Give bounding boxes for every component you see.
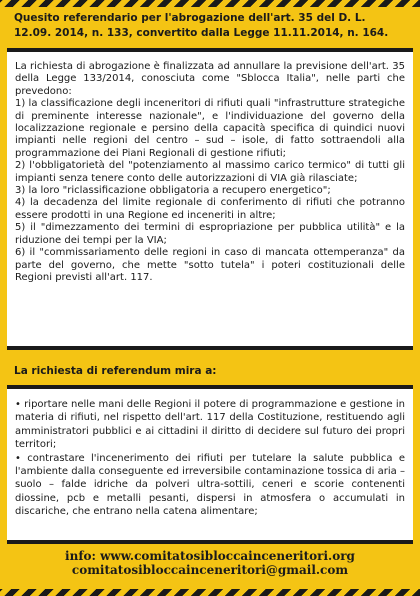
point-5: 5) il "dimezzamento dei termini di espropriazione per pubblica utilità" e la riduzione dei tempi per la VIA; xyxy=(15,222,405,246)
point-6: 6) il "commissariamento delle regioni in caso di mancata ottemperanza" da parte del governo, che mette "sotto tutela" i poteri costituzionali delle Regioni previsti all'art. 117. xyxy=(15,247,405,283)
main-text-box xyxy=(7,48,413,350)
referendum-item-2: • contrastare l'incenerimento dei rifiuti per tutelare la salute pubblica e l'ambiente dalla conseguente ed irreversibile contaminazione tossica di aria – suolo – falde idriche da polveri ultra-sottili, ceneri e scorie contenenti diossine, pcb e metalli pesanti, dispersi in atmosfera o accumulati in discariche, che entrano nella catena alimentare; xyxy=(15,452,405,518)
intro-paragraph: La richiesta di abrogazione è finalizzata ad annullare la previsione dell'art. 35 della Legge 133/2014, conosciuta come "Sblocca Italia", nelle parti che prevedono: xyxy=(15,61,405,97)
hazard-stripes-top xyxy=(0,0,420,7)
point-2: 2) l'obbligatorietà del "potenziamento al massimo carico termico" di tutti gli impianti senza tenere conto delle autorizzazioni di VIA già rilasciate; xyxy=(15,160,405,184)
footer-email[interactable]: comitatosibloccainceneritori@gmail.com xyxy=(71,563,349,577)
page-title: Quesito referendario per l'abrogazione dell'art. 35 del D. L. 12.09. 2014, n. 133, convertito dalla Legge 11.11.2014, n. 164. xyxy=(14,12,389,39)
hazard-stripes-bottom xyxy=(0,589,420,596)
referendum-text-box xyxy=(7,385,413,544)
referendum-heading: La richiesta di referendum mira a: xyxy=(14,365,217,377)
footer-website[interactable]: info: www.comitatosibloccainceneritori.org xyxy=(65,549,355,563)
point-3: 3) la loro "riclassificazione obbligatoria a recupero energetico"; xyxy=(15,185,331,197)
point-1: 1) la classificazione degli inceneritori di rifiuti quali "infrastrutture strategiche di preminente interesse nazionale", e l'individuazione del governo della localizzazione regionale e persino della capacità specifica di quindici nuovi impianti nelle regioni del centro – sud – isole, di fatto sottraendoli alla programmazione dei Piani Regionali di gestione rifiuti; xyxy=(15,98,405,159)
referendum-item-1: • riportare nelle mani delle Regioni il potere di programmazione e gestione in materia di rifiuti, nel rispetto dell'art. 117 della Costituzione, restituendo agli amministratori pubblici e ai cittadini il diritto di decidere sul futuro dei propri territori; xyxy=(15,399,405,451)
point-4: 4) la decadenza del limite regionale di conferimento di rifiuti che potranno essere prodotti in una Regione ed inceneriti in altre; xyxy=(15,197,405,221)
